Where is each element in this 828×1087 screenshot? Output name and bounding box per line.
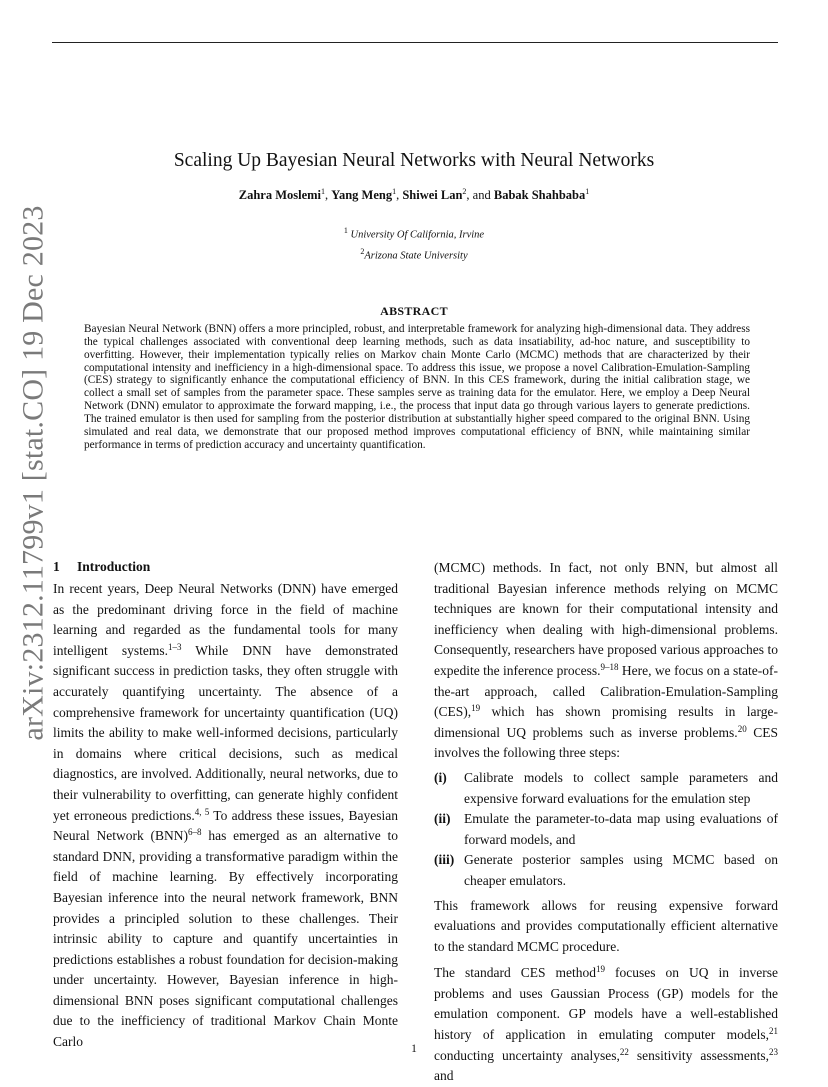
text-run: Here, we focus on a state-of-the-art approach, called Calibration-Emulation-Sampling (CES), [434, 662, 778, 720]
citation-superscript[interactable]: 4, 5 [194, 806, 210, 817]
abstract-text: Bayesian Neural Network (BNN) offers a more principled, robust, and interpretable framework for analyzing high-dimensional data. They address the typical challenges associated with conventional deep learning methods, such as data insatiability, ad-hoc nature, and susceptibility to overfitting. However, their implementation typically relies on Markov chain Monte Carlo (MCMC) methods that are characterized by their computational intensity and inefficiency in a high-dimensional space. To address this issue, we propose a novel Calibration-Emulation-Sampling (CES) strategy to significantly enhance the computational efficiency of BNN. In this CES framework, during the initial calibration stage, we collect a small set of samples from the parameter space. These samples serve as training data for the emulator. Here, we employ a Deep Neural Network (DNN) emulator to approximate the forward mapping, i.e., the process that input data go through various layers to generate predictions. The trained emulator is then used for sampling from the posterior distribution at substantially higher speed compared to the original BNN. Using simulated and real data, we demonstrate that our proposed method improves computational efficiency of BNN, while maintaining similar performance in terms of prediction accuracy and uncertainty quantification. [84, 323, 750, 451]
affiliation-name: Arizona State University [364, 250, 468, 262]
author-name: Zahra Moslemi [238, 188, 322, 203]
text-run: which has shown promising results in large-dimensional UQ problems such as inverse problems. [434, 704, 778, 740]
author-name: Shiwei Lan [402, 188, 463, 203]
author-affiliation-mark: 1 [321, 187, 326, 196]
affiliation-mark: 1 [343, 226, 348, 235]
text-run: The standard CES method [434, 965, 596, 981]
text-run: and [434, 1068, 454, 1084]
left-column [53, 558, 398, 1053]
paper-title: Scaling Up Bayesian Neural Networks with Neural Networks [173, 150, 655, 171]
step-text: Calibrate models to collect sample parameters and expensive forward evaluations for the emulation step [464, 769, 778, 806]
text-run: has emerged as an alternative to standard DNN, providing a transformative paradigm within the field of machine learning. By effectively incorporating Bayesian inference into the neural network framework, BNN provides a principled solution to these challenges. Their intrinsic ability to capture and quantify uncertainties in predictions establishes a robust foundation for decision-making under uncertainty. However, Bayesian inference in high-dimensional BNN poses significant computational challenges due to the inefficiency of traditional Markov Chain Monte Carlo [53, 828, 398, 1050]
affiliation-1 [0, 226, 828, 241]
header-rule [52, 42, 778, 43]
step-text: Emulate the parameter-to-data map using evaluations of forward models, and [464, 811, 778, 847]
author-affiliation-mark: 1 [392, 187, 397, 196]
citation-superscript[interactable]: 6–8 [188, 827, 202, 838]
author-affiliation-mark: 2 [462, 187, 467, 196]
author-separator: , [396, 188, 403, 203]
page-number: 1 [411, 1043, 417, 1055]
author-separator: , [325, 188, 332, 203]
ces-step [434, 850, 778, 891]
author-list [0, 187, 828, 203]
citation-superscript[interactable]: 19 [596, 964, 605, 975]
intro-paragraph-1 [53, 579, 398, 1053]
citation-superscript[interactable]: 1–3 [167, 641, 182, 652]
right-column [434, 558, 778, 1087]
ces-steps-list [434, 768, 778, 892]
citation-superscript[interactable]: 21 [769, 1026, 778, 1037]
text-run: While DNN have demonstrated significant success in prediction tasks, they often struggle with accurately quantifying uncertainty. The absence of a comprehensive framework for uncertainty quantification (UQ) limits the ability to make well-informed decisions, particularly in domains where critical decisions, such as medical diagnostics, are involved. Additionally, neural networks, due to their vulnerability to overfitting, can generate highly confident yet erroneous predictions. [53, 642, 398, 823]
step-text: Generate posterior samples using MCMC based on cheaper emulators. [464, 852, 778, 888]
author-affiliation-mark: 1 [585, 187, 590, 196]
citation-superscript[interactable]: 19 [471, 703, 481, 714]
ces-step [434, 809, 778, 850]
intro-paragraph-3: This framework allows for reusing expensive forward evaluations and provides computationally efficient alternative to the standard MCMC procedure. [434, 897, 778, 954]
text-run: In recent years, Deep Neural Networks (DNN) have emerged as the predominant driving force in the field of machine learning and regarded as the fundamental tools for many intelligent systems. [53, 581, 398, 658]
affiliation-name: University Of California, Irvine [350, 229, 485, 241]
step-label: (iii) [434, 852, 455, 868]
text-run: conducting uncertainty analyses, [434, 1047, 620, 1063]
citation-superscript[interactable]: 20 [737, 723, 747, 734]
text-run: CES involves the following three steps: [434, 724, 779, 761]
author-name: Babak Shahbaba [493, 188, 586, 203]
affiliation-mark: 2 [360, 247, 365, 256]
intro-paragraph-2 [434, 558, 778, 764]
intro-paragraph-4 [434, 963, 778, 1087]
arxiv-identifier: arXiv:2312.11799v1 [stat.CO] 19 Dec 2023 [17, 205, 51, 741]
citation-superscript[interactable]: 9–18 [600, 662, 619, 673]
ces-step [434, 768, 778, 809]
section-title: Introduction [77, 559, 151, 574]
step-label: (i) [434, 769, 447, 785]
text-run: (MCMC) methods. In fact, not only BNN, but almost all traditional Bayesian inference methods relying on MCMC techniques are known for their computational intensity and inefficiency when dealing with high-dimensional problems. Consequently, researchers have proposed various approaches to expedite the inference process. [434, 560, 778, 678]
author-name: Yang Meng [331, 188, 393, 203]
section-heading [53, 558, 398, 576]
section-number: 1 [53, 559, 60, 574]
citation-superscript[interactable]: 22 [619, 1046, 629, 1057]
step-label: (ii) [434, 811, 451, 827]
affiliation-2 [0, 247, 828, 262]
text-run: To address these issues, Bayesian Neural Network (BNN) [53, 807, 398, 844]
text-run: focuses on UQ in inverse problems and uses Gaussian Process (GP) models for the emulation component. GP models have a well-established history of application in emulating computer models, [434, 965, 778, 1043]
text-run: sensitivity assessments, [628, 1047, 769, 1063]
citation-superscript[interactable]: 23 [769, 1046, 778, 1057]
abstract-heading: ABSTRACT [380, 304, 448, 318]
author-separator: , and [466, 188, 494, 203]
